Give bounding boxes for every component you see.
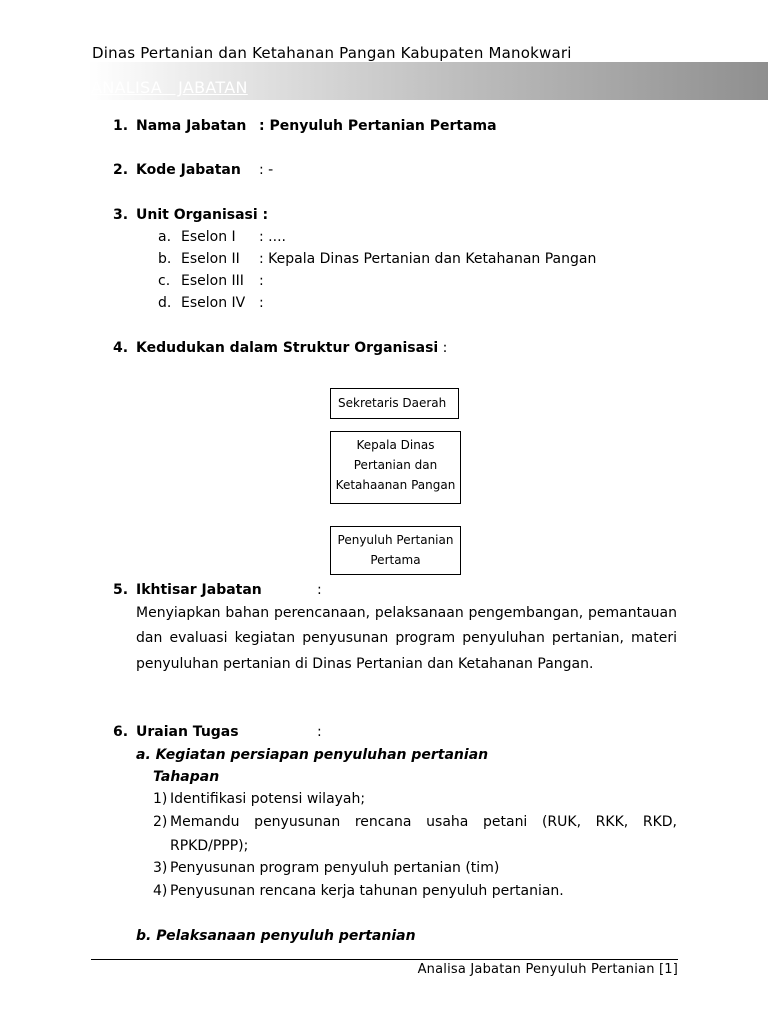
org-box-text: Ketahaanan Pangan bbox=[335, 478, 456, 492]
section-1-value: : Penyuluh Pertanian Pertama bbox=[259, 118, 497, 134]
step-number: 4) bbox=[153, 883, 168, 899]
step-text: Penyusunan rencana kerja tahunan penyuluh pertanian. bbox=[170, 883, 564, 899]
section-6-colon: : bbox=[317, 724, 322, 740]
tahapan-heading: Tahapan bbox=[153, 769, 220, 785]
org-box-kepala-dinas bbox=[330, 431, 461, 504]
eselon-label: Eselon III bbox=[181, 273, 244, 289]
section-5-number: 5. bbox=[113, 582, 129, 598]
footer-rule bbox=[91, 959, 678, 960]
banner-title: ANALISA JABATAN bbox=[91, 78, 248, 97]
eselon-letter: c. bbox=[158, 273, 171, 289]
org-box-text: Pertama bbox=[370, 553, 421, 567]
step-item bbox=[153, 813, 677, 831]
section-2-label: Kode Jabatan bbox=[136, 162, 241, 178]
org-box-text: Kepala Dinas bbox=[356, 438, 435, 452]
section-6-number: 6. bbox=[113, 724, 129, 740]
step-number: 1) bbox=[153, 791, 168, 807]
eselon-label: Eselon II bbox=[181, 251, 240, 267]
step-text: Identifikasi potensi wilayah; bbox=[170, 791, 366, 807]
section-2-value: : - bbox=[259, 162, 274, 178]
eselon-label: Eselon I bbox=[181, 229, 236, 245]
ikhtisar-paragraph: Menyiapkan bahan perencanaan, pelaksanaan pengembangan, pemantauan dan evaluasi kegiatan penyusunan program penyuluhan pertanian, materi penyuluhan pertanian di Dinas Pertanian dan Ketahanan Pangan. bbox=[136, 605, 677, 672]
eselon-label: Eselon IV bbox=[181, 295, 246, 311]
section-5-colon: : bbox=[317, 582, 322, 598]
section-1-number: 1. bbox=[113, 118, 129, 134]
org-box-text: Sekretaris Daerah bbox=[338, 396, 447, 410]
eselon-letter: b. bbox=[158, 251, 172, 267]
section-3-number: 3. bbox=[113, 207, 129, 223]
step-number: 3) bbox=[153, 860, 168, 876]
section-4-heading bbox=[136, 339, 447, 357]
eselon-letter: d. bbox=[158, 295, 172, 311]
subsection-a-title: a. Kegiatan persiapan penyuluhan pertanian bbox=[136, 747, 489, 763]
eselon-value: : bbox=[259, 273, 264, 289]
step-text: Memandu penyusunan rencana usaha petani (RUK, RKK, RKD, bbox=[170, 814, 677, 830]
step-text-continuation: RPKD/PPP); bbox=[170, 838, 249, 854]
eselon-value: : Kepala Dinas Pertanian dan Ketahanan Pangan bbox=[259, 251, 597, 267]
section-5-label: Ikhtisar Jabatan bbox=[136, 582, 262, 598]
step-text: Penyusunan program penyuluh pertanian (tim) bbox=[170, 860, 500, 876]
step-item bbox=[153, 790, 365, 808]
org-box-sekretaris-daerah bbox=[330, 388, 459, 419]
org-box-text: Pertanian dan bbox=[353, 458, 438, 472]
document-header: Dinas Pertanian dan Ketahanan Pangan Kabupaten Manokwari bbox=[92, 44, 572, 62]
org-box-text: Penyuluh Pertanian bbox=[337, 533, 454, 547]
section-4-number: 4. bbox=[113, 340, 129, 356]
org-box-penyuluh-pertanian bbox=[330, 526, 461, 575]
subsection-b-title: b. Pelaksanaan penyuluh pertanian bbox=[136, 928, 416, 944]
footer-text: Analisa Jabatan Penyuluh Pertanian [1] bbox=[417, 962, 678, 977]
section-4-colon: : bbox=[438, 340, 448, 356]
step-item bbox=[153, 859, 499, 877]
eselon-letter: a. bbox=[158, 229, 172, 245]
step-item bbox=[153, 882, 564, 900]
section-3-label: Unit Organisasi : bbox=[136, 207, 269, 223]
section-4-label: Kedudukan dalam Struktur Organisasi bbox=[136, 340, 439, 356]
section-1-label: Nama Jabatan bbox=[136, 118, 247, 134]
eselon-value: : .... bbox=[259, 229, 286, 245]
step-number: 2) bbox=[153, 814, 168, 830]
section-2-number: 2. bbox=[113, 162, 129, 178]
eselon-value: : bbox=[259, 295, 264, 311]
section-6-label: Uraian Tugas bbox=[136, 724, 239, 740]
